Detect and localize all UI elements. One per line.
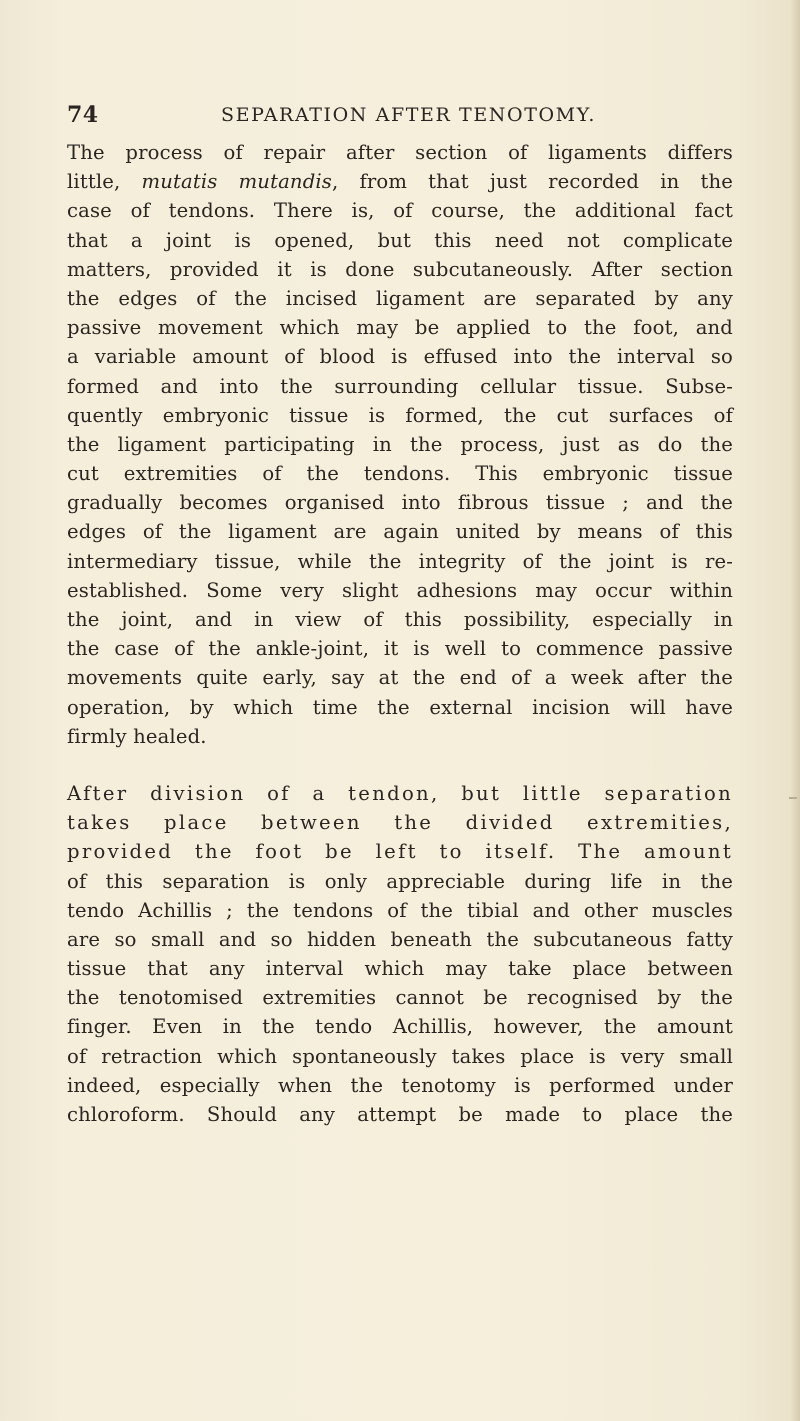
text-line: the case of the ankle-joint, it is well to commence passive	[67, 637, 733, 661]
paragraph	[67, 138, 733, 751]
text-line: provided the foot be left to itself. The amount	[67, 840, 733, 864]
text-line: a variable amount of blood is effused into the interval so	[67, 345, 733, 369]
text-line: chloroform. Should any attempt be made to place the	[67, 1103, 733, 1126]
text-line: of retraction which spontaneously takes place is very small	[67, 1044, 733, 1068]
margin-mark	[789, 797, 797, 799]
page-header	[67, 102, 727, 132]
text-line: gradually becomes organised into fibrous tissue ; and the	[67, 491, 733, 515]
text-line: formed and into the surrounding cellular tissue. Subse-	[67, 374, 733, 398]
paragraph	[67, 779, 733, 1129]
text-line: case of tendons. There is, of course, the additional fact	[67, 199, 733, 223]
text-line: movements quite early, say at the end of a week after the	[67, 666, 733, 690]
text-line: After division of a tendon, but little separation	[67, 781, 733, 805]
text-line: quently embryonic tissue is formed, the cut surfaces of	[67, 403, 733, 427]
text-line: the edges of the incised ligament are separated by any	[67, 286, 733, 310]
page-number: 74	[67, 102, 99, 128]
text-line: the joint, and in view of this possibility, especially in	[67, 608, 733, 631]
text-line: tendo Achillis ; the tendons of the tibial and other muscles	[67, 898, 733, 922]
text-line: operation, by which time the external incision will have	[67, 695, 733, 719]
text-line: the ligament participating in the process, just as do the	[67, 432, 733, 456]
text-line: intermediary tissue, while the integrity of the joint is re-	[67, 549, 733, 573]
paragraph-gap	[67, 751, 733, 779]
text-line: the tenotomised extremities cannot be recognised by the	[67, 986, 733, 1010]
text-line: little, mutatis mutandis, from that just recorded in the	[67, 170, 733, 194]
text-line: takes place between the divided extremities,	[67, 811, 733, 835]
text-line: matters, provided it is done subcutaneously. After section	[67, 257, 733, 281]
text-line: that a joint is opened, but this need not complicate	[67, 228, 733, 252]
text-line: of this separation is only appreciable during life in the	[67, 869, 733, 893]
italic-phrase: mutatis mutandis	[141, 170, 333, 194]
text-line: The process of repair after section of ligaments differs	[67, 141, 733, 164]
text-line: indeed, especially when the tenotomy is performed under	[67, 1073, 733, 1097]
running-title: SEPARATION AFTER TENOTOMY.	[221, 104, 597, 126]
text-line: firmly healed.	[67, 724, 207, 748]
text-line: tissue that any interval which may take place between	[67, 957, 733, 981]
text-line: established. Some very slight adhesions may occur within	[67, 578, 733, 602]
text-line: are so small and so hidden beneath the subcutaneous fatty	[67, 927, 733, 951]
body-text	[67, 138, 733, 1129]
text-line: edges of the ligament are again united by means of this	[67, 520, 733, 544]
text-line: passive movement which may be applied to the foot, and	[67, 316, 733, 340]
text-line: cut extremities of the tendons. This embryonic tissue	[67, 462, 733, 486]
text-line: finger. Even in the tendo Achillis, however, the amount	[67, 1015, 733, 1039]
page-edge-shadow	[790, 0, 800, 1421]
